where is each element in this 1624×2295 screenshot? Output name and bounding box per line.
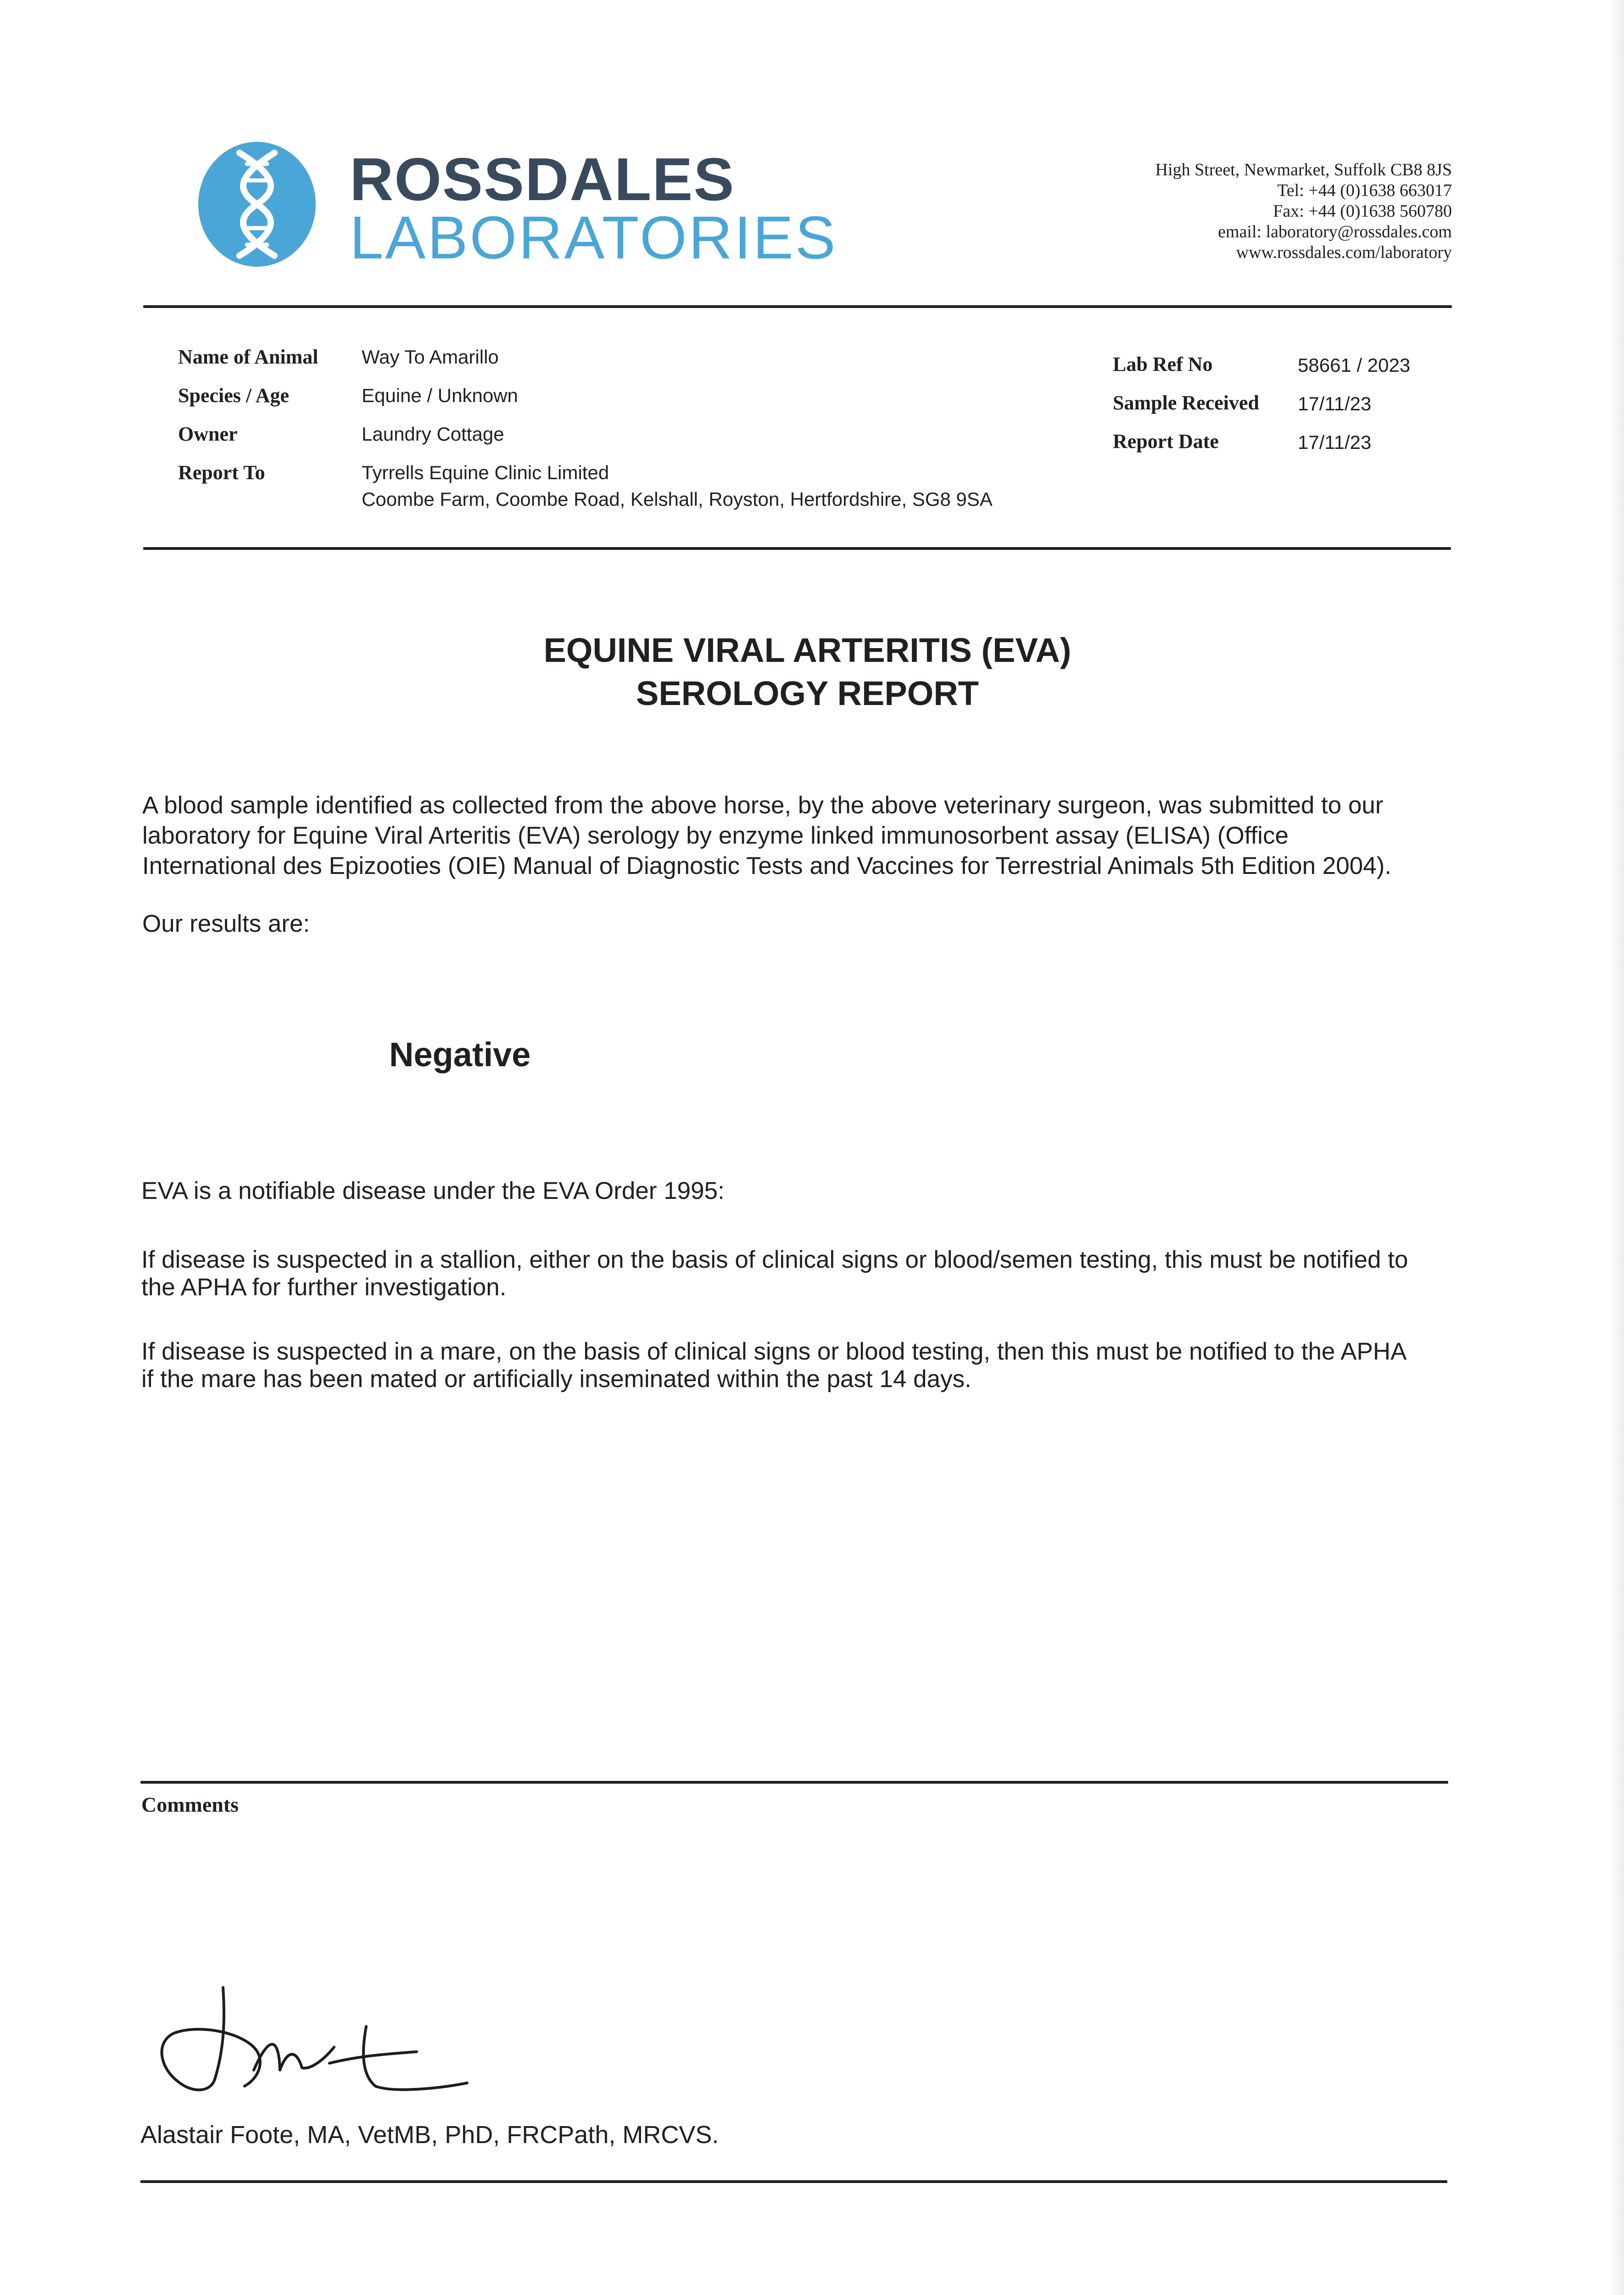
page-edge-shadow <box>1610 0 1624 2295</box>
logo-wordmark-bottom: LABORATORIES <box>350 204 837 271</box>
contact-email: email: laboratory@rossdales.com <box>1218 222 1452 241</box>
results-intro: Our results are: <box>142 910 310 937</box>
lab-ref-value: 58661 / 2023 <box>1298 354 1411 376</box>
species-label: Species / Age <box>178 384 289 407</box>
contact-fax: Fax: +44 (0)1638 560780 <box>1273 202 1452 221</box>
logo-wordmark-top: ROSSDALES <box>350 146 735 213</box>
stallion-line-1: If disease is suspected in a stallion, either on the basis of clinical signs or blood/semen testing, this must be notified to <box>141 1246 1408 1273</box>
sample-received-label: Sample Received <box>1113 392 1259 414</box>
footer-divider <box>140 2180 1447 2183</box>
report-title-line2: SEROLOGY REPORT <box>636 674 979 712</box>
contact-website: www.rossdales.com/laboratory <box>1236 243 1452 262</box>
owner-value: Laundry Cottage <box>362 423 504 445</box>
mare-line-2: if the mare has been mated or artificially inseminated within the past 14 days. <box>141 1366 971 1393</box>
result-value: Negative <box>389 1036 531 1074</box>
contact-address: High Street, Newmarket, Suffolk CB8 8JS <box>1155 160 1452 179</box>
report-to-line2: Coombe Farm, Coombe Road, Kelshall, Royston, Hertfordshire, SG8 9SA <box>362 488 993 510</box>
owner-label: Owner <box>178 423 238 445</box>
contact-tel: Tel: +44 (0)1638 663017 <box>1277 181 1452 200</box>
signer-name: Alastair Foote, MA, VetMB, PhD, FRCPath, MRCVS. <box>140 2121 719 2149</box>
report-title-line1: EQUINE VIRAL ARTERITIS (EVA) <box>543 631 1072 669</box>
notifiable-statement: EVA is a notifiable disease under the EVA Order 1995: <box>141 1177 725 1204</box>
intro-line-1: A blood sample identified as collected from the above horse, by the above veterinary surgeon, was submitted to our <box>142 792 1384 819</box>
intro-line-2: laboratory for Equine Viral Arteritis (EVA) serology by enzyme linked immunosorbent assay (ELISA) (Office <box>142 822 1289 849</box>
details-divider <box>143 547 1451 550</box>
report-date-label: Report Date <box>1113 430 1219 453</box>
dna-helix-icon <box>197 140 317 269</box>
comments-divider <box>140 1781 1448 1784</box>
intro-line-3: International des Epizooties (OIE) Manual of Diagnostic Tests and Vaccines for Terrestrial Animals 5th Edition 2004). <box>142 852 1392 879</box>
report-to-line1: Tyrrells Equine Clinic Limited <box>362 462 609 483</box>
contact-block <box>1155 160 1452 263</box>
lab-ref-label: Lab Ref No <box>1113 353 1213 375</box>
stallion-line-2: the APHA for further investigation. <box>141 1274 507 1301</box>
header-divider <box>143 305 1452 308</box>
comments-label: Comments <box>141 1793 239 1816</box>
name-value: Way To Amarillo <box>362 346 499 368</box>
report-date-value: 17/11/23 <box>1298 431 1372 453</box>
mare-line-1: If disease is suspected in a mare, on the basis of clinical signs or blood testing, then this must be notified to the APHA <box>141 1338 1407 1365</box>
report-title <box>0 629 1624 715</box>
name-label: Name of Animal <box>178 346 318 368</box>
report-to-label: Report To <box>178 461 265 484</box>
sample-received-value: 17/11/23 <box>1298 393 1372 414</box>
species-value: Equine / Unknown <box>362 385 518 406</box>
signature-image <box>146 1978 486 2102</box>
